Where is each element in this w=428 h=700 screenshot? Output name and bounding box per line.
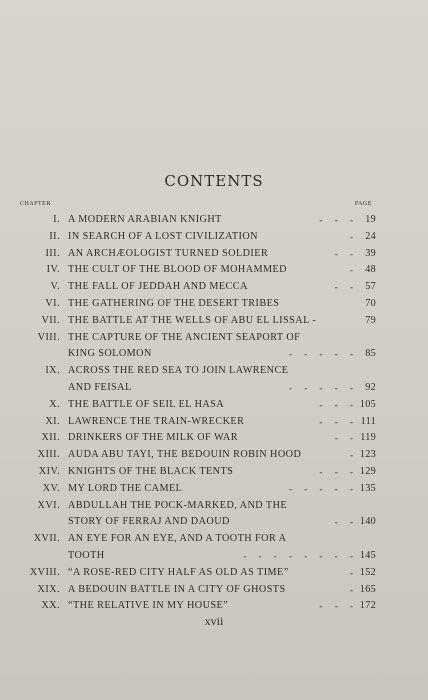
- chapter-title: LAWRENCE THE TRAIN-WRECKER: [68, 415, 245, 427]
- contents-line: [0, 363, 428, 380]
- chapter-title: AN ARCHÆOLOGIST TURNED SOLDIER: [68, 247, 269, 259]
- page-number: 145: [359, 549, 376, 561]
- contents-line: [0, 582, 428, 599]
- leader-dashes: - - -: [319, 466, 358, 477]
- chapter-title: “A ROSE-RED CITY HALF AS OLD AS TIME”: [68, 566, 289, 578]
- chapter-title: KING SOLOMON: [68, 348, 152, 360]
- chapter-column-header: CHAPTER: [20, 201, 51, 207]
- leader-dashes: - - -: [319, 399, 358, 410]
- chapter-title: ABDULLAH THE POCK-MARKED, AND THE: [68, 499, 288, 511]
- chapter-title: STORY OF FERRAJ AND DAOUD: [68, 516, 230, 528]
- chapter-number: VI.: [45, 297, 60, 309]
- chapter-title: IN SEARCH OF A LOST CIVILIZATION: [68, 230, 258, 242]
- page-number: 140: [359, 516, 376, 528]
- contents-entry: [0, 229, 428, 246]
- contents-line: [0, 262, 428, 279]
- contents-line: [0, 279, 428, 296]
- chapter-number: III.: [45, 247, 60, 259]
- contents-heading: CONTENTS: [164, 172, 264, 190]
- contents-line: [0, 397, 428, 414]
- page-number: 105: [359, 398, 376, 410]
- page-number: 135: [359, 482, 376, 494]
- chapter-number: VII.: [41, 314, 60, 326]
- chapter-number: II.: [49, 230, 60, 242]
- chapter-title: A BEDOUIN BATTLE IN A CITY OF GHOSTS: [68, 583, 286, 595]
- contents-entry: [0, 363, 428, 397]
- leader-dashes: -: [350, 450, 358, 461]
- contents-entry: [0, 447, 428, 464]
- page-number: 57: [365, 281, 376, 293]
- chapter-number: XIII.: [37, 449, 60, 461]
- contents-entry: [0, 313, 428, 330]
- contents-entry: [0, 414, 428, 431]
- contents-line: [0, 531, 428, 548]
- leader-dashes: -: [350, 567, 358, 578]
- page-number: 119: [360, 432, 376, 444]
- chapter-title: “THE RELATIVE IN MY HOUSE”: [68, 600, 229, 612]
- chapter-title: DRINKERS OF THE MILK OF WAR: [68, 432, 238, 444]
- contents-line: [0, 565, 428, 582]
- contents-line: [0, 414, 428, 431]
- leader-dashes: - -: [334, 248, 358, 259]
- contents-line: [0, 296, 428, 313]
- contents-line: [0, 548, 428, 565]
- chapter-number: XVII.: [33, 533, 60, 545]
- page-column-header: PAGE: [354, 201, 372, 207]
- page-number: 85: [365, 348, 376, 360]
- contents-line: [0, 447, 428, 464]
- chapter-number: XVIII.: [29, 566, 60, 578]
- chapter-title: THE CAPTURE OF THE ANCIENT SEAPORT OF: [68, 331, 301, 343]
- leader-dashes: - -: [334, 282, 358, 293]
- contents-entry: [0, 430, 428, 447]
- chapter-title: MY LORD THE CAMEL: [68, 482, 183, 494]
- contents-entry: [0, 481, 428, 498]
- contents-entry: [0, 582, 428, 599]
- chapter-title: ACROSS THE RED SEA TO JOIN LAWRENCE: [68, 365, 289, 377]
- leader-dashes: - - - - - - - -: [243, 550, 358, 561]
- contents-entry: [0, 262, 428, 279]
- chapter-title: THE BATTLE OF SEIL EL HASA: [68, 398, 225, 410]
- chapter-number: XV.: [42, 482, 60, 494]
- contents-line: [0, 598, 428, 615]
- page-number: 24: [365, 230, 376, 242]
- contents-entry: [0, 498, 428, 532]
- chapter-number: IV.: [46, 264, 60, 276]
- chapter-title: AUDA ABU TAYI, THE BEDOUIN ROBIN HOOD: [68, 449, 302, 461]
- page-number: 39: [365, 247, 376, 259]
- chapter-title: AN EYE FOR AN EYE, AND A TOOTH FOR A: [68, 533, 287, 545]
- chapter-number: XIV.: [38, 465, 60, 477]
- leader-dashes: -: [350, 231, 358, 242]
- chapter-title: THE BATTLE AT THE WELLS OF ABU EL LISSAL -: [68, 314, 317, 326]
- contents-entry: [0, 246, 428, 263]
- contents-entry: [0, 212, 428, 229]
- leader-dashes: - - - - -: [289, 349, 358, 360]
- page-number: 79: [365, 314, 376, 326]
- page-number: 129: [359, 465, 376, 477]
- leader-dashes: - - - - -: [289, 382, 358, 393]
- page-number: 19: [365, 214, 376, 225]
- contents-line: [0, 498, 428, 515]
- leader-dashes: - - -: [319, 601, 358, 612]
- chapter-number: XVI.: [37, 499, 60, 511]
- leader-dashes: - - - - -: [289, 483, 358, 494]
- chapter-title: THE FALL OF JEDDAH AND MECCA: [68, 281, 248, 293]
- contents-line: [0, 246, 428, 263]
- contents-line: [0, 330, 428, 347]
- chapter-number: XIX.: [37, 583, 60, 595]
- chapter-number: XX.: [41, 600, 60, 612]
- page-number: 165: [359, 583, 376, 595]
- contents-entry: [0, 279, 428, 296]
- chapter-title: KNIGHTS OF THE BLACK TENTS: [68, 465, 234, 477]
- contents-line: [0, 514, 428, 531]
- leader-dashes: - -: [334, 517, 358, 528]
- contents-line: [0, 430, 428, 447]
- chapter-number: V.: [50, 281, 60, 293]
- chapter-number: VIII.: [37, 331, 60, 343]
- page-number: 111: [360, 415, 376, 427]
- contents-line: [0, 229, 428, 246]
- page-number: 152: [359, 566, 376, 578]
- leader-dashes: -: [350, 265, 358, 276]
- chapter-title: TOOTH: [68, 549, 105, 561]
- chapter-number: IX.: [45, 365, 60, 377]
- chapter-number: I.: [53, 214, 60, 225]
- contents-line: [0, 481, 428, 498]
- contents-line: [0, 380, 428, 397]
- chapter-title: THE CULT OF THE BLOOD OF MOHAMMED: [68, 264, 287, 276]
- leader-dashes: -: [350, 584, 358, 595]
- contents-line: [0, 346, 428, 363]
- page-number: 92: [365, 381, 376, 393]
- page-folio: xvii: [204, 614, 224, 628]
- chapter-title: THE GATHERING OF THE DESERT TRIBES: [68, 297, 280, 309]
- contents-entry: [0, 397, 428, 414]
- contents-list: [0, 212, 428, 615]
- contents-entry: [0, 531, 428, 565]
- page-number: 48: [365, 264, 376, 276]
- contents-line: [0, 212, 428, 229]
- contents-entry: [0, 464, 428, 481]
- contents-entry: [0, 296, 428, 313]
- leader-dashes: - -: [334, 433, 358, 444]
- page-number: 172: [359, 600, 376, 612]
- page-number: 123: [359, 449, 376, 461]
- contents-line: [0, 464, 428, 481]
- chapter-title: A MODERN ARABIAN KNIGHT: [68, 214, 222, 225]
- contents-line: [0, 313, 428, 330]
- leader-dashes: - - -: [319, 215, 358, 225]
- contents-entry: [0, 330, 428, 364]
- leader-dashes: - - -: [319, 416, 358, 427]
- chapter-number: XII.: [41, 432, 60, 444]
- contents-entry: [0, 565, 428, 582]
- chapter-number: X.: [49, 398, 60, 410]
- chapter-title: AND FEISAL: [68, 381, 132, 393]
- chapter-number: XI.: [45, 415, 60, 427]
- page-number: 70: [365, 297, 376, 309]
- contents-entry: [0, 598, 428, 615]
